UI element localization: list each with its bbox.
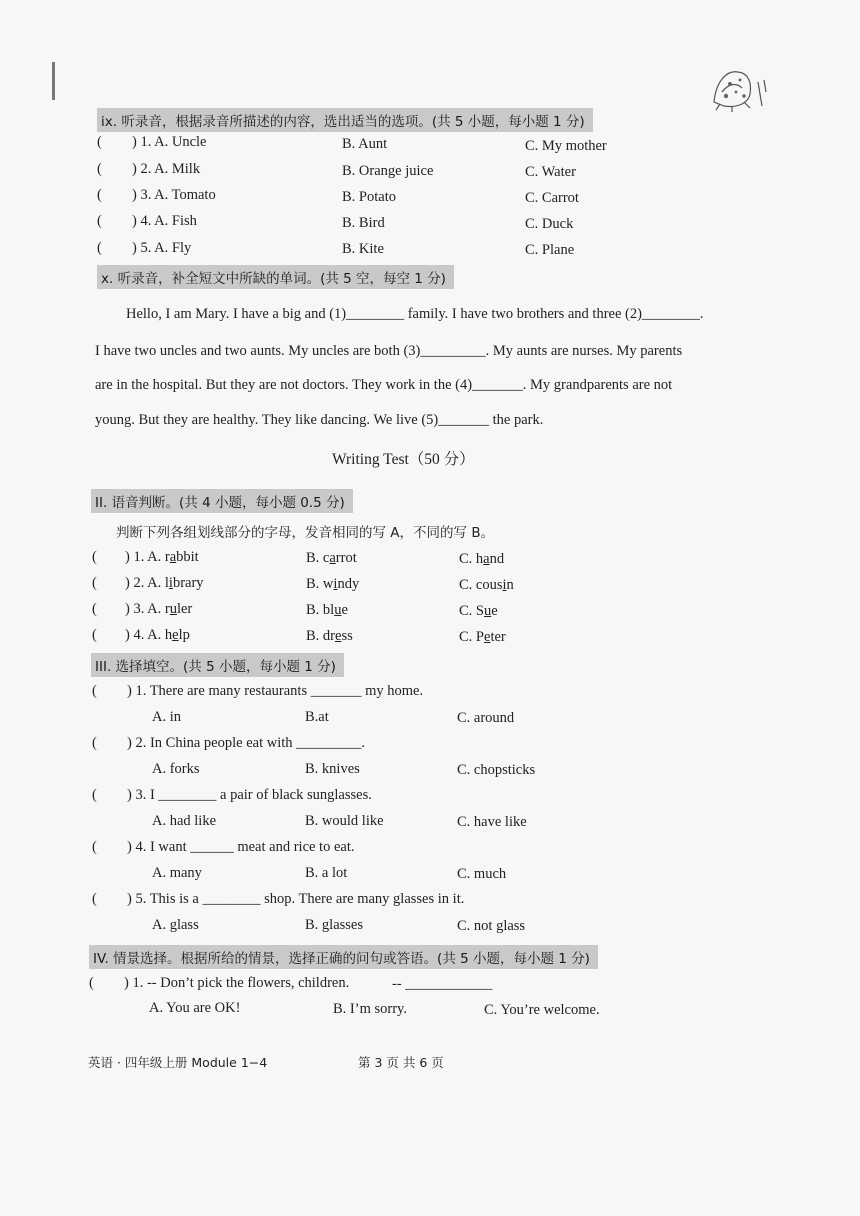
answer-paren[interactable]: ( [92, 627, 97, 643]
option-c: C. My mother [525, 138, 607, 154]
section-x-heading: x. 听录音，补全短文中所缺的单词。(共 5 空，每空 1 分) [97, 265, 454, 289]
option-b: B. Orange juice [342, 163, 434, 179]
scan-edge-mark [52, 62, 55, 100]
option-c: C. Plane [525, 242, 575, 258]
option-a: ) 1. A. rabbit [125, 549, 199, 565]
passage-line-2: I have two uncles and two aunts. My uncles are both (3)_________. My aunts are nurses. My parents [95, 343, 683, 359]
question-text: ) 5. This is a ________ shop. There are many glasses in it. [127, 891, 465, 907]
option-a: ) 5. A. Fly [132, 240, 192, 256]
option-a: ) 4. A. help [125, 627, 190, 643]
answer-paren[interactable]: ( [97, 187, 102, 203]
answer-paren[interactable]: ( [92, 891, 97, 907]
option-b: B. would like [305, 813, 384, 829]
option-a: ) 4. A. Fish [132, 213, 197, 229]
option-c: C. Duck [525, 216, 574, 232]
option-c: C. chopsticks [457, 762, 536, 778]
writing-test-title: Writing Test（50 分） [332, 451, 475, 468]
option-b: B. a lot [305, 865, 348, 881]
option-b: B. glasses [305, 917, 363, 933]
option-b: B. blue [306, 602, 348, 618]
option-c: C. much [457, 866, 507, 882]
option-c: C. Peter [459, 629, 506, 645]
answer-paren[interactable]: ( [92, 839, 97, 855]
option-c: C. You’re welcome. [484, 1002, 600, 1018]
footer-page-number: 第 3 页 共 6 页 [358, 1055, 444, 1070]
option-c: C. have like [457, 814, 527, 830]
passage-line-4: young. But they are healthy. They like dancing. We live (5)_______ the park. [95, 412, 544, 428]
option-c: C. Sue [459, 603, 498, 619]
section-ii-instruction: 判断下列各组划线部分的字母，发音相同的写 A，不同的写 B。 [116, 525, 495, 541]
answer-paren[interactable]: ( [92, 787, 97, 803]
option-c: C. cousin [459, 577, 514, 593]
answer-paren[interactable]: ( [97, 213, 102, 229]
answer-blank: -- ____________ [392, 976, 493, 992]
option-a: A. in [152, 709, 181, 725]
section-ii-heading: II. 语音判断。(共 4 小题，每小题 0.5 分) [91, 489, 353, 513]
option-b: B. Potato [342, 189, 396, 205]
option-b: B.at [305, 709, 329, 725]
passage-line-3: are in the hospital. But they are not doctors. They work in the (4)_______. My grandparents are not [95, 377, 673, 393]
option-b: B. Bird [342, 215, 385, 231]
option-a: A. You are OK! [149, 1000, 241, 1016]
option-c: C. hand [459, 551, 505, 567]
question-text: ) 1. There are many restaurants _______ my home. [127, 683, 424, 699]
answer-paren[interactable]: ( [97, 161, 102, 177]
option-a: ) 2. A. Milk [132, 161, 201, 177]
option-a: A. forks [152, 761, 200, 777]
option-a: ) 2. A. library [125, 575, 204, 591]
question-text: ) 4. I want ______ meat and rice to eat. [127, 839, 355, 855]
option-b: B. carrot [306, 550, 357, 566]
answer-paren[interactable]: ( [92, 575, 97, 591]
section-ix-heading: ix. 听录音，根据录音所描述的内容，选出适当的选项。(共 5 小题，每小题 1 分) [97, 108, 593, 132]
answer-paren[interactable]: ( [92, 601, 97, 617]
option-a: ) 3. A. ruler [125, 601, 193, 617]
section-iii-heading: III. 选择填空。(共 5 小题，每小题 1 分) [91, 653, 344, 677]
question-text: ) 2. In China people eat with _________. [127, 735, 365, 751]
section-iv-heading: IV. 情景选择。根据所给的情景，选择正确的问句或答语。(共 5 小题，每小题 1 分) [89, 945, 598, 969]
answer-paren[interactable]: ( [92, 735, 97, 751]
decorative-logo-icon [702, 62, 774, 114]
option-b: B. Kite [342, 241, 384, 257]
answer-paren[interactable]: ( [89, 975, 94, 991]
answer-paren[interactable]: ( [97, 134, 102, 150]
option-b: B. Aunt [342, 136, 388, 152]
answer-paren[interactable]: ( [97, 240, 102, 256]
option-a: A. many [152, 865, 202, 881]
option-a: ) 1. A. Uncle [132, 134, 207, 150]
answer-paren[interactable]: ( [92, 683, 97, 699]
option-a: ) 3. A. Tomato [132, 187, 216, 203]
option-c: C. not glass [457, 918, 526, 934]
question-text: ) 1. -- Don’t pick the flowers, children. [124, 975, 350, 991]
footer-course-label: 英语 · 四年级上册 Module 1−4 [88, 1055, 268, 1070]
option-b: B. knives [305, 761, 360, 777]
question-text: ) 3. I ________ a pair of black sunglasses. [127, 787, 372, 803]
option-a: A. had like [152, 813, 217, 829]
option-b: B. windy [306, 576, 360, 592]
option-a: A. glass [152, 917, 199, 933]
passage-line-1: Hello, I am Mary. I have a big and (1)________ family. I have two brothers and three (2)________. [126, 306, 704, 322]
answer-paren[interactable]: ( [92, 549, 97, 565]
option-c: C. around [457, 710, 515, 726]
option-c: C. Carrot [525, 190, 579, 206]
option-b: B. dress [306, 628, 353, 644]
option-c: C. Water [525, 164, 576, 180]
option-b: B. I’m sorry. [333, 1001, 407, 1017]
